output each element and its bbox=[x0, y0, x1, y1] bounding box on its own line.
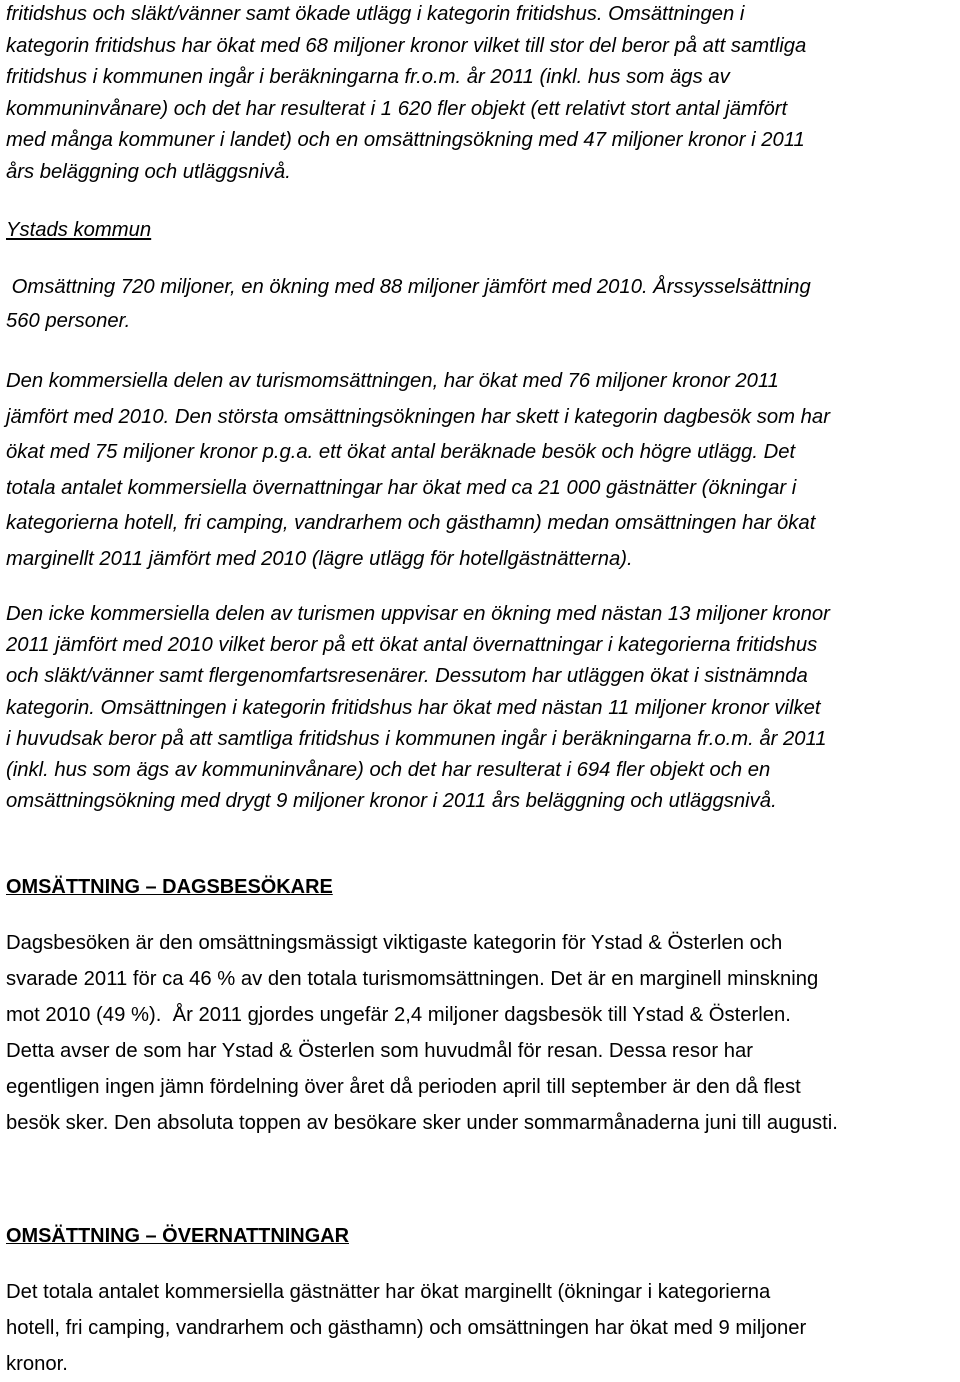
text-line: och släkt/vänner samt flergenomfartsresenärer. Dessutom har utläggen ökat i sistnämnda bbox=[6, 665, 808, 688]
text-line: svarade 2011 för ca 46 % av den totala turismomsättningen. Det är en marginell minskning bbox=[6, 968, 819, 990]
text-line: hotell, fri camping, vandrarhem och gästhamn) och omsättningen har ökat med 9 miljoner bbox=[6, 1317, 807, 1339]
text-line: egentligen ingen jämn fördelning över året då perioden april till september är den då flest bbox=[6, 1076, 801, 1098]
text-line: 560 personer. bbox=[6, 310, 131, 332]
ystad-heading: Ystads kommun bbox=[6, 219, 152, 241]
noncommercial-paragraph bbox=[6, 599, 956, 817]
text-line: besök sker. Den absoluta toppen av besökare sker under sommarmånaderna juni till augusti. bbox=[6, 1112, 838, 1134]
intro-paragraph bbox=[6, 0, 956, 188]
text-line: i huvudsak beror på att samtliga fritidshus i kommunen ingår i beräkningarna fr.o.m. år 2011 bbox=[6, 727, 827, 750]
text-line: Dagsbesöken är den omsättningsmässigt viktigaste kategorin för Ystad & Österlen och bbox=[6, 932, 783, 954]
overnight-heading: OMSÄTTNING – ÖVERNATTNINGAR bbox=[6, 1225, 349, 1247]
text-line: kategorierna hotell, fri camping, vandrarhem och gästhamn) medan omsättningen har ökat bbox=[6, 512, 816, 534]
commercial-paragraph bbox=[6, 364, 956, 577]
text-line: marginellt 2011 jämfört med 2010 (lägre utlägg för hotellgästnätterna). bbox=[6, 547, 633, 570]
text-line: (inkl. hus som ägs av kommuninvånare) och det har resulterat i 694 fler objekt och en bbox=[6, 759, 771, 782]
text-line: kategorin fritidshus har ökat med 68 miljoner kronor vilket till stor del beror på att samtliga bbox=[6, 34, 807, 57]
day-visitors-paragraph bbox=[6, 925, 956, 1141]
text-line: kategorin. Omsättningen i kategorin fritidshus har ökat med nästan 11 miljoner kronor vilket bbox=[6, 696, 821, 719]
text-line: fritidshus i kommunen ingår i beräkningarna fr.o.m. år 2011 (inkl. hus som ägs av bbox=[6, 66, 730, 88]
ystad-summary bbox=[6, 270, 956, 338]
text-line: Omsättning 720 miljoner, en ökning med 88 miljoner jämfört med 2010. Årssysselsättning bbox=[6, 276, 811, 298]
text-line: Detta avser de som har Ystad & Österlen som huvudmål för resan. Dessa resor har bbox=[6, 1040, 753, 1062]
text-line: fritidshus och släkt/vänner samt ökade utlägg i kategorin fritidshus. Omsättningen i bbox=[6, 3, 745, 25]
day-visitors-heading: OMSÄTTNING – DAGSBESÖKARE bbox=[6, 876, 333, 898]
text-line: mot 2010 (49 %). År 2011 gjordes ungefär 2,4 miljoner dagsbesök till Ystad & Österlen. bbox=[6, 1004, 791, 1026]
text-line: med många kommuner i landet) och en omsättningsökning med 47 miljoner kronor i 2011 bbox=[6, 129, 805, 151]
text-line: omsättningsökning med drygt 9 miljoner kronor i 2011 års beläggning och utläggsnivå. bbox=[6, 790, 777, 813]
text-line: kommuninvånare) och det har resulterat i 1 620 fler objekt (ett relativt stort antal jämfört bbox=[6, 97, 788, 120]
text-line: totala antalet kommersiella övernattningar har ökat med ca 21 000 gästnätter (ökningar i bbox=[6, 476, 797, 499]
text-line: kronor. bbox=[6, 1353, 68, 1375]
text-line: jämfört med 2010. Den största omsättningsökningen har skett i kategorin dagbesök som har bbox=[6, 405, 830, 428]
text-line: års beläggning och utläggsnivå. bbox=[6, 160, 291, 183]
text-line: ökat med 75 miljoner kronor p.g.a. ett ökat antal beräknade besök och högre utlägg. Det bbox=[6, 441, 796, 463]
text-line: Det totala antalet kommersiella gästnätter har ökat marginellt (ökningar i kategorierna bbox=[6, 1281, 771, 1303]
overnight-paragraph bbox=[6, 1274, 956, 1382]
text-line: Den kommersiella delen av turismomsättningen, har ökat med 76 miljoner kronor 2011 bbox=[6, 370, 779, 392]
text-line: Den icke kommersiella delen av turismen uppvisar en ökning med nästan 13 miljoner kronor bbox=[6, 603, 830, 625]
text-line: 2011 jämfört med 2010 vilket beror på ett ökat antal övernattningar i kategorierna fritidshus bbox=[6, 634, 818, 657]
